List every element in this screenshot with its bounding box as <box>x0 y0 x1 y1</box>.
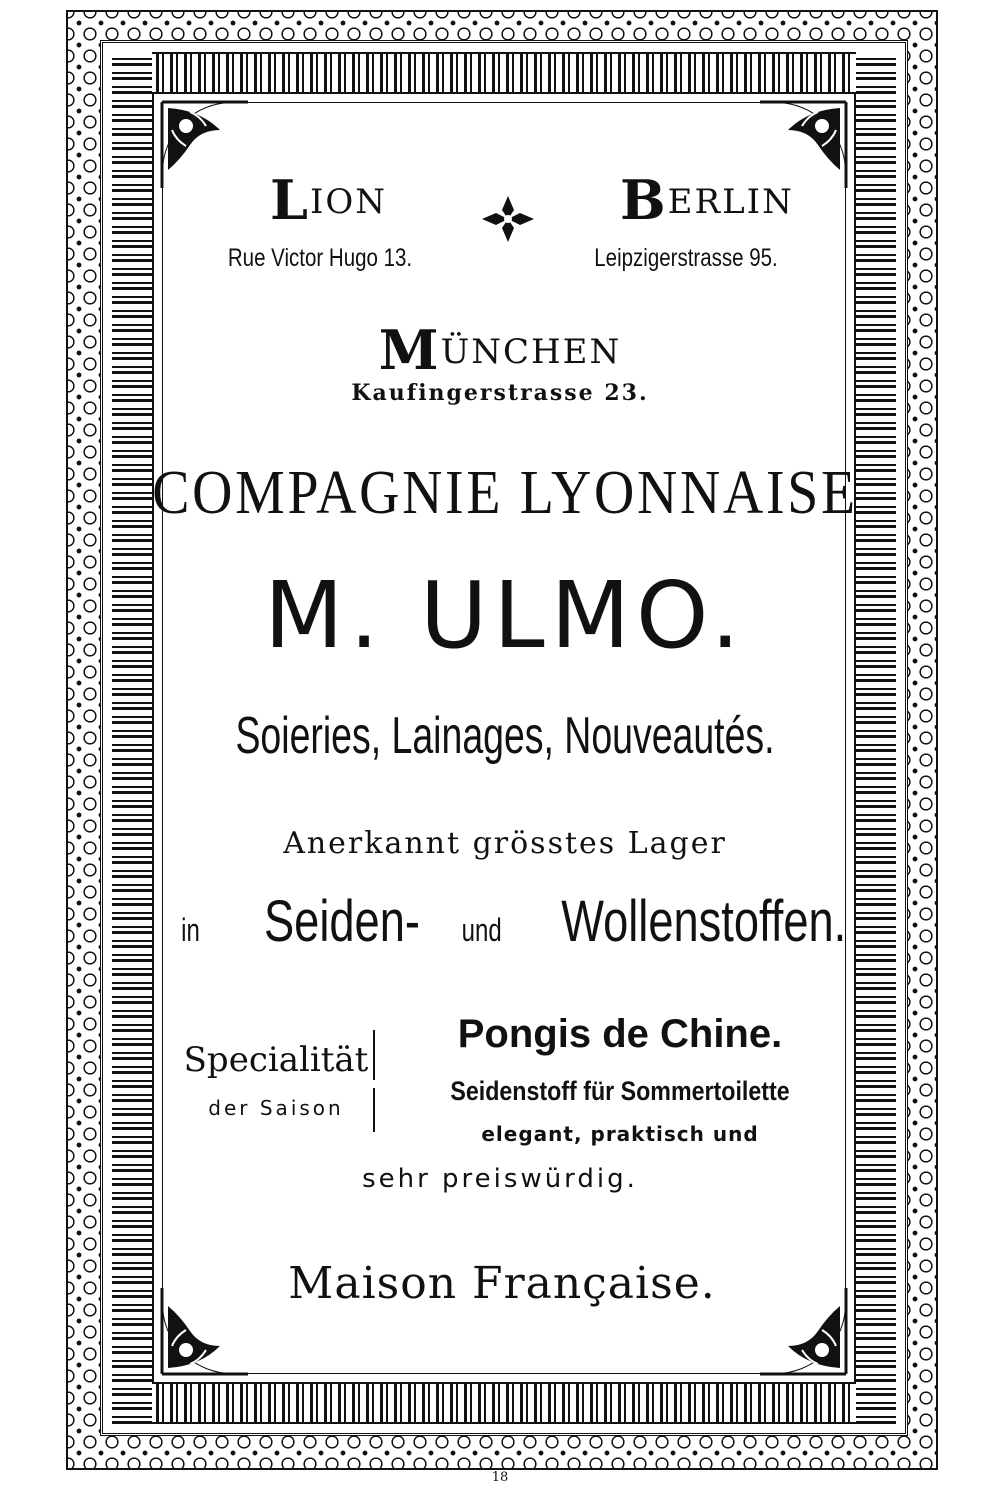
city-munchen-initial: M <box>378 318 441 382</box>
stock-line <box>178 888 886 955</box>
footer-tagline: Maison Française. <box>288 1258 716 1309</box>
city-berlin <box>620 168 794 232</box>
company-name: COMPAGNIE LYONNAISE <box>152 459 858 527</box>
stock-in: in <box>181 912 200 948</box>
address-berlin: Leipzigerstrasse 95. <box>594 244 778 272</box>
page-number: 18 <box>491 1470 509 1485</box>
city-berlin-name: ERLIN <box>667 182 794 222</box>
address-munchen: Kaufingerstrasse 23. <box>351 380 649 406</box>
claim-line: Anerkannt grösstes Lager <box>283 826 727 861</box>
city-munchen <box>0 318 1000 382</box>
city-lion-initial: L <box>270 168 310 232</box>
fleuron-icon <box>478 192 538 246</box>
corner-ornament-icon <box>160 100 250 190</box>
city-lion <box>270 168 387 232</box>
specialty-sub: der Saison <box>208 1096 344 1120</box>
city-lion-name: ION <box>309 182 388 222</box>
divider-bar <box>373 1088 375 1132</box>
address-lion: Rue Victor Hugo 13. <box>227 244 413 272</box>
stock-und: und <box>461 912 502 948</box>
stock-seiden: Seiden- <box>263 889 420 954</box>
city-berlin-initial: B <box>620 168 668 232</box>
divider-bar <box>373 1030 375 1080</box>
product-desc-1: elegant, praktisch und <box>481 1122 759 1146</box>
specialty-label: Specialität <box>183 1040 369 1080</box>
product-subtitle: Seidenstoff für Sommertoilette <box>450 1076 790 1106</box>
proprietor-name: M. ULMO. <box>264 562 746 669</box>
goods-line: Soieries, Lainages, Nouveautés. <box>235 707 775 765</box>
product-title: Pongis de Chine. <box>457 1012 783 1056</box>
city-munchen-name: ÜNCHEN <box>440 332 622 372</box>
stock-wolle: Wollenstoffen. <box>561 889 847 954</box>
product-desc-2: sehr preiswürdig. <box>362 1164 638 1194</box>
